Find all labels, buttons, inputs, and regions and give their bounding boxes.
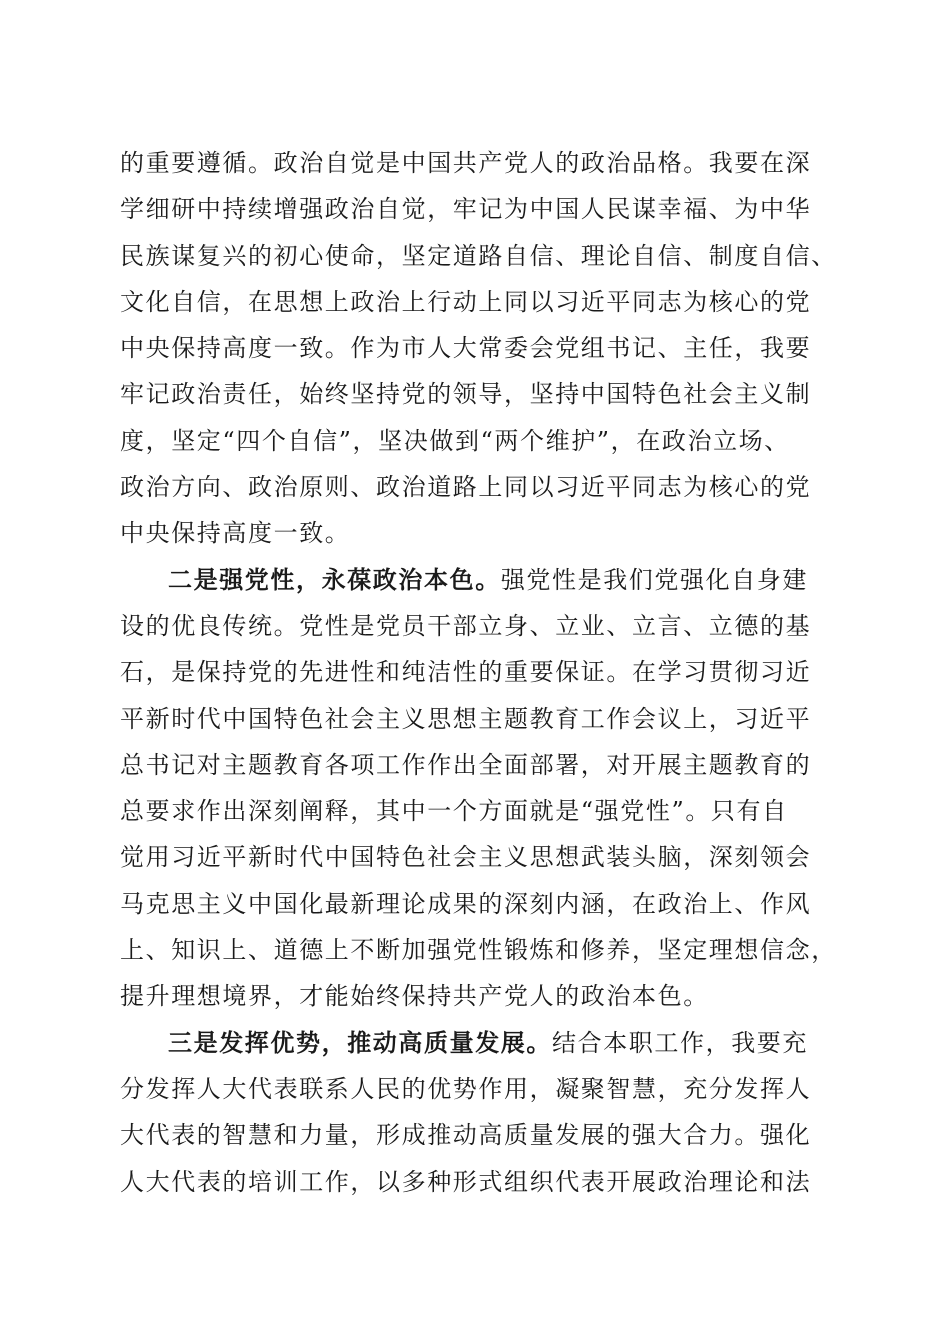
text-line: 度，坚定“四个自信”，坚决做到“两个维护”，在政治立场、	[120, 426, 790, 455]
document-body	[120, 140, 840, 1205]
paragraph-first-line-text: 强党性是我们党强化自身建	[500, 565, 809, 594]
text-line: 政治方向、政治原则、政治道路上同以习近平同志为核心的党	[120, 473, 812, 502]
text-line: 民族谋复兴的初心使命，坚定道路自信、理论自信、制度自信、	[120, 241, 837, 270]
text-line: 马克思主义中国化最新理论成果的深刻内涵，在政治上、作风	[120, 889, 812, 918]
text-line: 文化自信，在思想上政治上行动上同以习近平同志为核心的党	[120, 287, 812, 316]
text-line: 平新时代中国特色社会主义思想主题教育工作会议上，习近平	[120, 704, 812, 733]
text-line: 上、知识上、道德上不断加强党性锻炼和修养，坚定理想信念，	[120, 936, 837, 965]
text-line: 提升理想境界，才能始终保持共产党人的政治本色。	[120, 982, 709, 1011]
paragraph-first-line-text: 结合本职工作，我要充	[552, 1028, 808, 1057]
paragraph-heading: 三是发挥优势，推动高质量发展。	[168, 1027, 552, 1057]
text-line: 学细研中持续增强政治自觉，牢记为中国人民谋幸福、为中华	[120, 195, 812, 224]
paragraph-political-consciousness	[120, 140, 840, 557]
paragraph-heading: 二是强党性，永葆政治本色。	[168, 564, 501, 594]
paragraph-first-line	[120, 1020, 840, 1066]
text-line: 总要求作出深刻阐释，其中一个方面就是“强党性”。只有自	[120, 797, 788, 826]
paragraph-high-quality-development	[120, 1020, 840, 1205]
text-line: 人大代表的培训工作，以多种形式组织代表开展政治理论和法	[120, 1167, 812, 1196]
text-line: 的重要遵循。政治自觉是中国共产党人的政治品格。我要在深	[120, 149, 812, 177]
text-line: 石，是保持党的先进性和纯洁性的重要保证。在学习贯彻习近	[120, 658, 812, 687]
text-line: 牢记政治责任，始终坚持党的领导，坚持中国特色社会主义制	[120, 380, 812, 409]
text-line: 中央保持高度一致。作为市人大常委会党组书记、主任，我要	[120, 334, 812, 363]
text-line: 中央保持高度一致。	[120, 519, 351, 548]
text-line: 设的优良传统。党性是党员干部立身、立业、立言、立德的基	[120, 611, 812, 640]
paragraph-party-spirit	[120, 557, 840, 1020]
text-line: 大代表的智慧和力量，形成推动高质量发展的强大合力。强化	[120, 1121, 812, 1150]
text-line: 总书记对主题教育各项工作作出全面部署，对开展主题教育的	[120, 750, 812, 779]
text-line: 觉用习近平新时代中国特色社会主义思想武装头脑，深刻领会	[120, 843, 812, 872]
text-line: 分发挥人大代表联系人民的优势作用，凝聚智慧，充分发挥人	[120, 1074, 812, 1103]
paragraph-first-line	[120, 557, 840, 603]
